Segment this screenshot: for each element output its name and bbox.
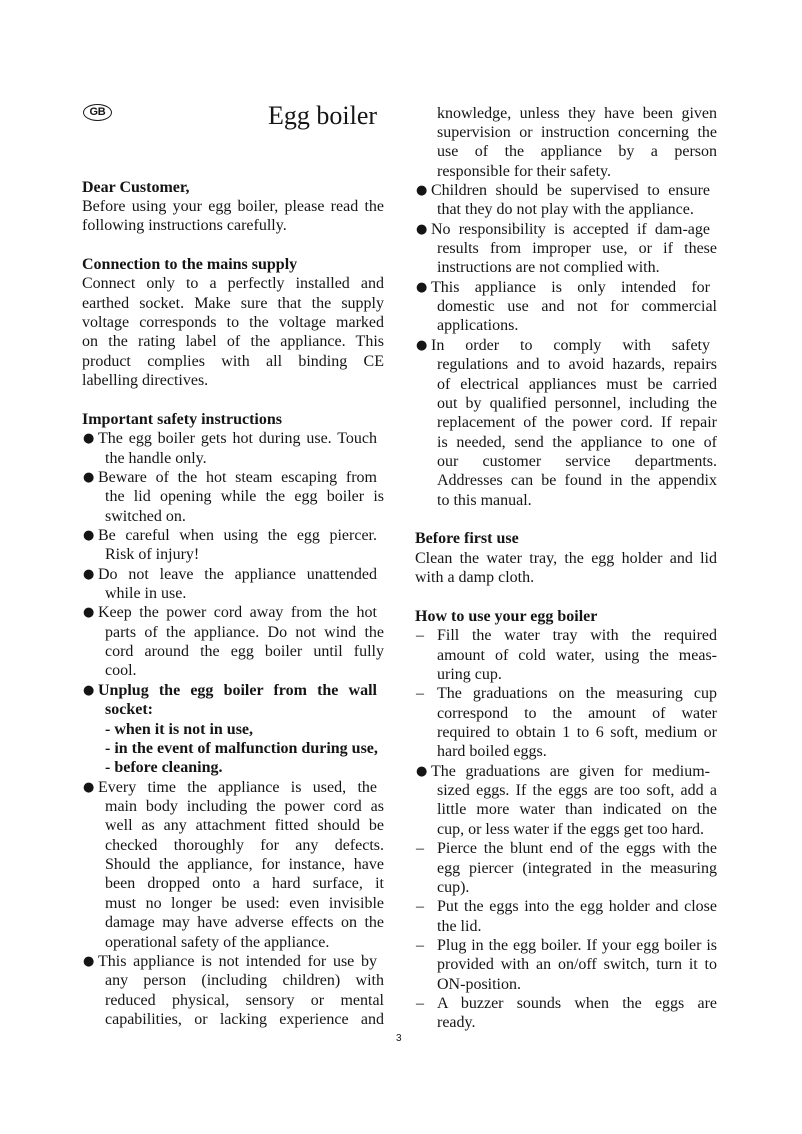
text-line: checked thoroughly for any defects.: [105, 836, 384, 854]
bullet-line: [82, 468, 384, 487]
text-line: Pierce the blunt end of the eggs with the: [437, 840, 717, 858]
left-column: [82, 178, 384, 1030]
text-line: ready.: [437, 1014, 476, 1032]
page-number: 3: [396, 1033, 402, 1044]
bullet-marker: ●: [83, 682, 95, 698]
step-item: [415, 994, 717, 1033]
text-line: applications.: [437, 317, 519, 335]
text-line: Should the appliance, for instance, have: [105, 856, 384, 874]
text-line: that they do not play with the appliance.: [437, 201, 694, 219]
text-line: Clean the water tray, the egg holder and lid: [415, 549, 717, 567]
step-item: [415, 684, 717, 761]
language-badge: GB: [83, 104, 112, 121]
dash-marker: –: [416, 995, 424, 1013]
text-line: switched on.: [105, 507, 186, 525]
text-line: Keep the power cord away from the hot: [98, 604, 377, 622]
safety-item: [82, 429, 384, 468]
text-line: Do not leave the appliance unattended: [98, 565, 377, 583]
text-line: while in use.: [105, 585, 187, 603]
text-line: domestic use and not for commercial: [437, 298, 717, 316]
condition-text: when it is not in use,: [114, 720, 254, 738]
condition-line: [82, 739, 384, 758]
text-line: product complies with all binding CE: [82, 352, 384, 370]
text-line: required to obtain 1 to 6 soft, medium or: [437, 724, 717, 741]
safety-section: [82, 410, 384, 1030]
bullet-line: [415, 181, 717, 200]
step-line: [415, 897, 717, 916]
section-heading: Important safety instructions: [82, 410, 282, 428]
text-line: supervision or instruction concerning the: [437, 123, 717, 141]
text-line: Children should be supervised to ensure: [431, 181, 710, 199]
text-line: Plug in the egg boiler. If your egg boiler is: [437, 936, 717, 954]
text-line: A buzzer sounds when the eggs are: [437, 995, 717, 1013]
bullet-line: [82, 429, 384, 448]
text-line: of electrical appliances must be carried: [437, 375, 717, 393]
step-line: [415, 994, 717, 1013]
how-to-use-section: [415, 607, 717, 1033]
bullet-line: [82, 565, 384, 584]
text-line: cup).: [437, 878, 470, 896]
bullet-line: [82, 603, 384, 622]
text-line: replacement of the power cord. If repair: [437, 414, 717, 432]
text-line: operational safety of the appliance.: [105, 933, 330, 951]
step-item: [415, 897, 717, 936]
condition-line: [82, 720, 384, 739]
text-line: results from improper use, or if these: [437, 240, 717, 258]
safety-item: [82, 526, 384, 565]
text-line: The egg boiler gets hot during use. Touch: [98, 430, 377, 448]
dash-marker: –: [416, 840, 424, 858]
bullet-marker: ●: [83, 779, 95, 795]
page-title: Egg boiler: [268, 101, 378, 130]
text-line: the handle only.: [105, 449, 207, 467]
safety-item: [82, 468, 384, 526]
text-line: The graduations are given for medium-: [431, 762, 710, 780]
text-line: cool.: [105, 662, 137, 680]
text-line: on the rating label of the appliance. This: [82, 333, 384, 351]
hyphen-marker: -: [105, 739, 111, 757]
text-line: to this manual.: [437, 491, 532, 509]
condition-text: before cleaning.: [114, 759, 223, 777]
safety-item: [82, 952, 384, 1029]
text-line: hard boiled eggs.: [437, 743, 547, 761]
text-line: damage may have adverse effects on the: [105, 914, 384, 932]
bullet-marker: ●: [83, 431, 95, 447]
blank-line: [82, 390, 384, 409]
bullet-marker: ●: [416, 763, 428, 779]
text-line: the lid opening while the egg boiler is: [105, 488, 384, 506]
bullet-line: [82, 526, 384, 545]
bullet-marker: ●: [83, 566, 95, 582]
bullet-marker: ●: [416, 279, 428, 295]
text-line: out by qualified personnel, including the: [437, 394, 717, 412]
step-note-item: [415, 762, 717, 839]
text-line: responsible for their safety.: [437, 162, 612, 180]
text-line: provided with an on/off switch, turn it to: [437, 956, 717, 974]
text-line: Every time the appliance is used, the: [98, 778, 377, 796]
text-line: little more water than indicated on the: [437, 801, 717, 819]
dash-marker: –: [416, 898, 424, 916]
text-line: the lid.: [437, 917, 482, 935]
bullet-line: [415, 278, 717, 297]
text-line: Risk of injury!: [105, 546, 200, 564]
safety-section-continued: [415, 104, 717, 511]
bullet-line: [415, 762, 717, 781]
condition-line: [82, 758, 384, 777]
text-line: This appliance is not intended for use by: [98, 952, 377, 970]
section-heading: How to use your egg boiler: [415, 607, 598, 625]
step-line: [415, 626, 717, 645]
hyphen-marker: -: [105, 759, 111, 777]
section-heading: Connection to the mains supply: [82, 255, 298, 273]
text-line: cord around the egg boiler until fully: [105, 643, 384, 661]
text-line: Be careful when using the egg piercer.: [98, 526, 377, 544]
text-line: reduced physical, sensory or mental: [105, 991, 384, 1009]
condition-text: in the event of malfunction during use,: [114, 739, 378, 757]
bullet-marker: ●: [416, 337, 428, 353]
text-line: instructions are not complied with.: [437, 259, 660, 277]
text-line: voltage corresponds to the voltage marked: [82, 314, 384, 332]
text-line: egg piercer (integrated in the measuring: [437, 859, 717, 877]
text-line: any person (including children) with: [105, 972, 384, 990]
bullet-marker: ●: [416, 182, 428, 198]
step-item: [415, 936, 717, 994]
bullet-line: [415, 336, 717, 355]
safety-item: [415, 220, 717, 278]
text-line: cup, or less water if the eggs get too hard.: [437, 820, 705, 838]
text-line: capabilities, or lacking experience and: [105, 1010, 384, 1028]
text-line: well as any attachment fitted should be: [105, 817, 384, 835]
safety-item: [82, 565, 384, 604]
text-line: parts of the appliance. Do not wind the: [105, 623, 384, 641]
text-line: Before using your egg boiler, please read the: [82, 197, 384, 215]
step-item: [415, 626, 717, 684]
text-line: amount of cold water, using the meas-: [437, 646, 717, 664]
bullet-marker: ●: [416, 221, 428, 237]
section-heading: Dear Customer,: [82, 178, 190, 196]
text-line: No responsibility is accepted if dam-age: [431, 220, 710, 238]
text-line: The graduations on the measuring cup: [437, 685, 717, 703]
bullet-line: [82, 681, 384, 700]
step-line: [415, 839, 717, 858]
text-line: Connect only to a perfectly installed and: [82, 275, 384, 293]
section-heading: Before first use: [415, 530, 519, 548]
step-line: [415, 684, 717, 703]
dash-marker: –: [416, 685, 424, 703]
text-line: uring cup.: [437, 665, 502, 683]
text-line: Fill the water tray with the required: [437, 627, 717, 645]
hyphen-marker: -: [105, 720, 111, 738]
text-line: ON-position.: [437, 975, 521, 993]
dash-marker: –: [416, 627, 424, 645]
step-item: [415, 839, 717, 897]
text-line: been dropped onto a hard surface, it: [105, 875, 384, 893]
text-line: correspond to the amount of water: [437, 704, 717, 722]
text-line: must no longer be used: even invisible: [105, 894, 384, 912]
safety-item: [82, 603, 384, 680]
safety-item: [82, 778, 384, 952]
text-line: earthed socket. Make sure that the supply: [82, 294, 384, 312]
text-line: following instructions carefully.: [82, 217, 287, 235]
text-line: main body including the power cord as: [105, 798, 384, 815]
blank-line: [82, 236, 384, 255]
safety-item-unplug: [82, 681, 384, 778]
bullet-line: [82, 952, 384, 971]
text-line: sized eggs. If the eggs are too soft, add a: [437, 782, 717, 800]
first-use-section: [415, 529, 717, 587]
text-line: This appliance is only intended for: [431, 278, 710, 296]
bullet-line: [82, 778, 384, 797]
text-line: knowledge, unless they have been given: [437, 104, 717, 122]
text-line: use of the appliance by a person: [437, 143, 717, 161]
text-line: Put the eggs into the egg holder and close: [437, 898, 717, 916]
text-line: Beware of the hot steam escaping from: [98, 468, 377, 486]
greeting-section: [82, 178, 384, 236]
bullet-marker: ●: [83, 605, 95, 621]
mains-section: [82, 255, 384, 391]
text-line: is needed, send the appliance to one of: [437, 433, 717, 451]
step-line: [415, 936, 717, 955]
safety-item: [415, 336, 717, 510]
blank-line: [415, 587, 717, 606]
dash-marker: –: [416, 936, 424, 954]
text-line: Addresses can be found in the appendix: [437, 472, 717, 490]
text-line: socket:: [105, 701, 153, 719]
text-line: labelling directives.: [82, 372, 209, 390]
right-column: [415, 104, 717, 1033]
safety-item: [415, 278, 717, 336]
text-line: Unplug the egg boiler from the wall: [98, 681, 377, 699]
bullet-marker: ●: [83, 469, 95, 485]
text-line: regulations and to avoid hazards, repairs: [437, 356, 717, 374]
bullet-line: [415, 220, 717, 239]
text-line: with a damp cloth.: [415, 569, 535, 587]
text-line: In order to comply with safety: [431, 336, 710, 354]
text-line: our customer service departments.: [437, 452, 717, 470]
bullet-marker: ●: [83, 527, 95, 543]
bullet-marker: ●: [83, 953, 95, 969]
blank-line: [415, 510, 717, 529]
safety-item: [415, 181, 717, 220]
